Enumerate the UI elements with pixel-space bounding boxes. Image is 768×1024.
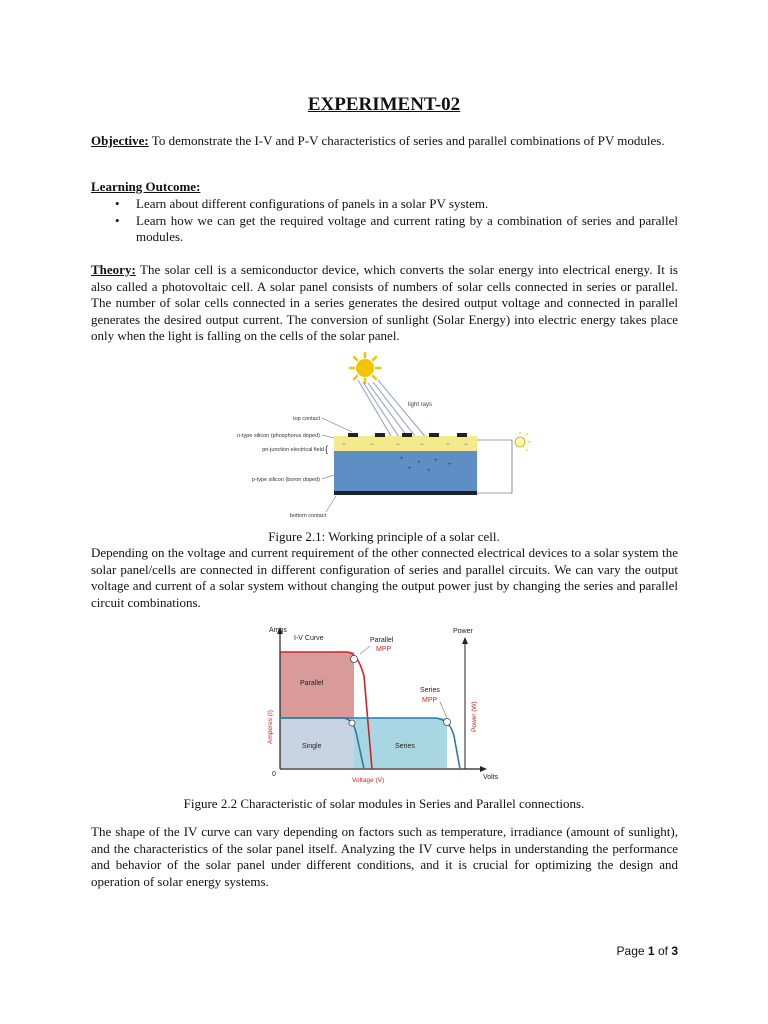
parallel-mpp-marker [351, 656, 358, 663]
sun-icon [350, 353, 380, 383]
svg-text:+: + [400, 456, 404, 462]
svg-text:{: { [325, 444, 329, 454]
series-region-label: Series [395, 743, 415, 750]
list-item: • Learn how we can get the required voltage and current rating by a combination of series and parallel modules. [115, 212, 678, 244]
series-mpp-label-1: Series [420, 687, 440, 694]
zero-label: 0 [272, 771, 276, 778]
iv-curve-label: I-V Curve [294, 635, 324, 642]
svg-text:−: − [370, 442, 374, 448]
theory-label: Theory: [91, 262, 136, 277]
series-mpp-label-2: MPP [422, 697, 438, 704]
volts-label: Volts [483, 774, 499, 781]
top-contact-label: top contact [293, 416, 320, 422]
figure2-caption: Figure 2.2 Characteristic of solar modules in Series and Parallel connections. [183, 796, 585, 811]
power-label: Power [453, 628, 473, 635]
single-region-label: Single [302, 743, 322, 750]
bullet-icon: • [115, 196, 120, 211]
list-item: • Learn about different configurations of panels in a solar PV system. [115, 196, 489, 211]
learning-outcome-list [91, 196, 678, 246]
solar-cell-figure [210, 350, 550, 525]
svg-text:+: + [408, 466, 412, 472]
page-footer: Page 1 of 3 [616, 944, 678, 958]
learning-outcome-heading [91, 179, 678, 196]
svg-text:−: − [342, 442, 346, 448]
paragraph-2: Depending on the voltage and current requirement of the other connected electrical devices to a solar system the solar panel/cells are connected in different configuration of series and parallel circuits. We can vary the output voltage and current of a solar system without changing the output power just by changing the series and parallel circuit combinations. [91, 545, 678, 610]
svg-text:+: + [427, 468, 431, 474]
figure1-caption: Figure 2.1: Working principle of a solar cell. [268, 529, 500, 544]
amperes-axis-label: Amperes (I) [267, 710, 274, 744]
voltage-axis-label: Voltage (V) [352, 777, 385, 784]
bottom-contact-bar [334, 491, 477, 495]
theory-text: The solar cell is a semiconductor device, which converts the solar energy into electrical energy. It is also called a photovoltaic cell. A solar panel consists of numbers of solar cells connected in series or parallel. The number of solar cells connected in a series generates the desired output voltage and connected in parallel generates the desired output current. The conversion of sunlight (Solar Energy) into electric energy takes place only when the light is falling on the cells of the solar panel. [91, 262, 678, 343]
bulb-icon [515, 432, 531, 451]
parallel-mpp-label-1: Parallel [370, 637, 394, 644]
objective-text: To demonstrate the I-V and P-V characteristics of series and parallel combinations of PV modules. [151, 133, 665, 148]
light-rays-label: light rays [408, 402, 433, 408]
svg-text:+: + [434, 458, 438, 464]
parallel-region-label: Parallel [300, 680, 324, 687]
svg-text:+: + [417, 460, 421, 466]
bottom-contact-label: bottom contact [289, 513, 326, 519]
power-axis-label: Power (W) [471, 701, 478, 732]
svg-text:−: − [396, 442, 400, 448]
svg-text:−: − [446, 442, 450, 448]
objective-paragraph [91, 133, 678, 150]
objective-label: Objective: [91, 133, 149, 148]
n-type-layer [334, 436, 477, 451]
p-type-layer [334, 451, 477, 491]
page-title: EXPERIMENT-02 [307, 94, 461, 115]
learning-outcome-label: Learning Outcome: [91, 179, 201, 194]
amps-label: Amps [269, 627, 287, 634]
paragraph-3: The shape of the IV curve can vary depending on factors such as temperature, irradiance (amount of sunlight), and the characteristics of the solar panel itself. Analyzing the IV curve helps in understanding the performance and behavior of the solar panel under different conditions, and it is crucial for optimizing the design and operation of solar energy systems. [91, 824, 678, 889]
p-type-label: p-type silicon (boron doped) [251, 477, 320, 483]
theory-paragraph [91, 262, 678, 345]
iv-curve-figure [260, 624, 510, 790]
svg-text:−: − [464, 442, 468, 448]
external-circuit [477, 440, 512, 493]
svg-text:−: − [420, 442, 424, 448]
bullet-icon: • [115, 212, 120, 228]
single-mpp-marker [349, 720, 355, 726]
n-type-label: n-type silicon (phosphorus doped) [237, 433, 320, 439]
svg-text:+: + [448, 462, 452, 468]
parallel-mpp-label-2: MPP [376, 646, 392, 653]
pn-junction-label: pn-junction electrical field [262, 447, 324, 453]
series-mpp-marker [444, 719, 451, 726]
